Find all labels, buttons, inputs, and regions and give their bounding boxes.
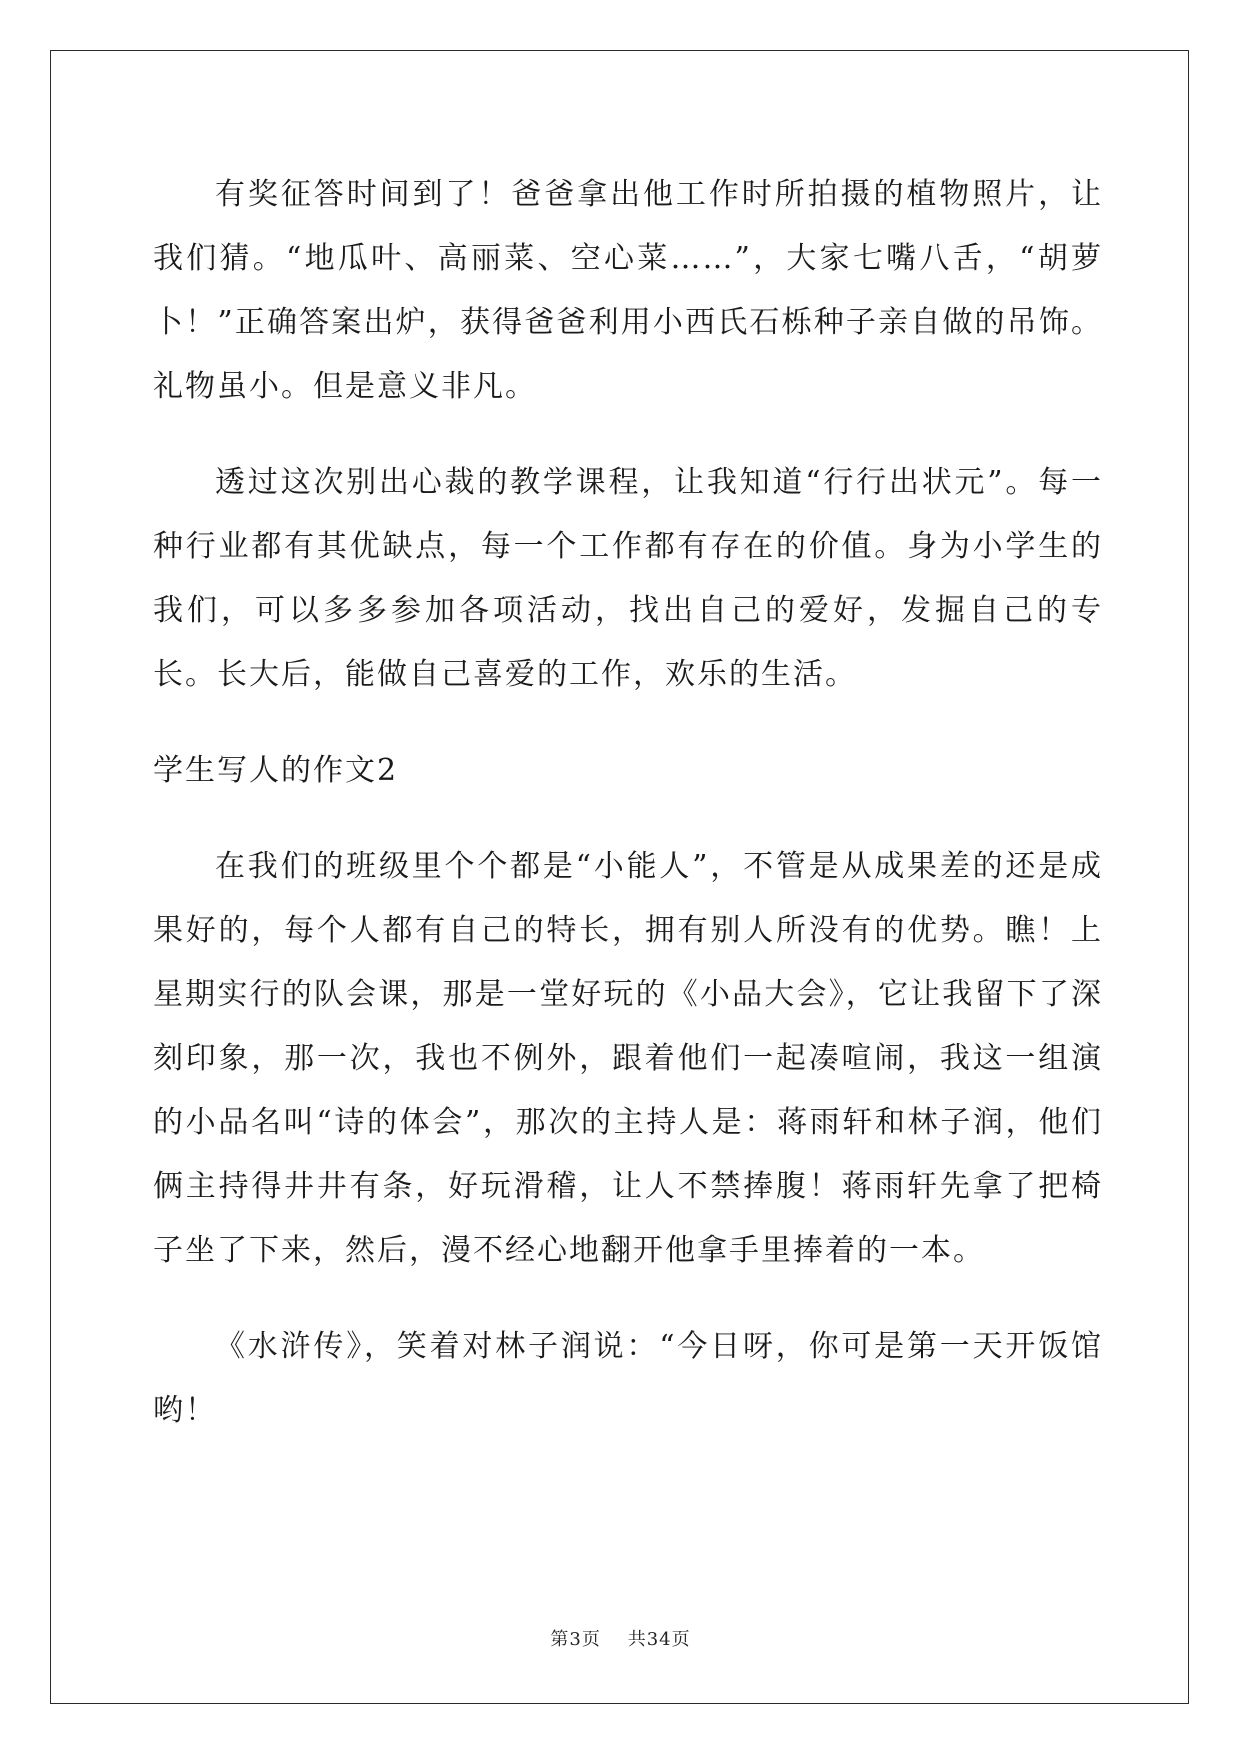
paragraph-prize-quiz: 有奖征答时间到了！爸爸拿出他工作时所拍摄的植物照片，让我们猜。“地瓜叶、高丽菜、空心菜……”，大家七嘴八舌，“胡萝卜！”正确答案出炉，获得爸爸利用小西氏石栎种子亲自做的吊饰。礼物虽小。但是意义非凡。 bbox=[153, 177, 1103, 404]
section-heading: 学生写人的作文2 bbox=[153, 753, 399, 788]
page-total: 共34页 bbox=[627, 1629, 691, 1650]
paragraph-water-margin: 《水浒传》，笑着对林子润说：“今日呀，你可是第一天开饭馆哟！ bbox=[153, 1329, 1103, 1428]
paragraph-reflection: 透过这次别出心裁的教学课程，让我知道“行行出状元”。每一种行业都有其优缺点，每一个工作都有存在的价值。身为小学生的我们，可以多多参加各项活动，找出自己的爱好，发掘自己的专长。长大后，能做自己喜爱的工作，欢乐的生活。 bbox=[153, 465, 1103, 692]
page-number: 第3页 bbox=[550, 1629, 601, 1650]
page-footer bbox=[0, 1625, 1241, 1651]
paragraph-class-talents: 在我们的班级里个个都是“小能人”，不管是从成果差的还是成果好的，每个人都有自己的特长，拥有别人所没有的优势。瞧！上星期实行的队会课，那是一堂好玩的《小品大会》，它让我留下了深刻印象，那一次，我也不例外，跟着他们一起凑喧闹，我这一组演的小品名叫“诗的体会”，那次的主持人是：蒋雨轩和林子润，他们俩主持得井井有条，好玩滑稽，让人不禁捧腹！蒋雨轩先拿了把椅子坐了下来，然后，漫不经心地翻开他拿手里捧着的一本。 bbox=[153, 849, 1103, 1268]
document-body bbox=[153, 163, 1103, 1475]
